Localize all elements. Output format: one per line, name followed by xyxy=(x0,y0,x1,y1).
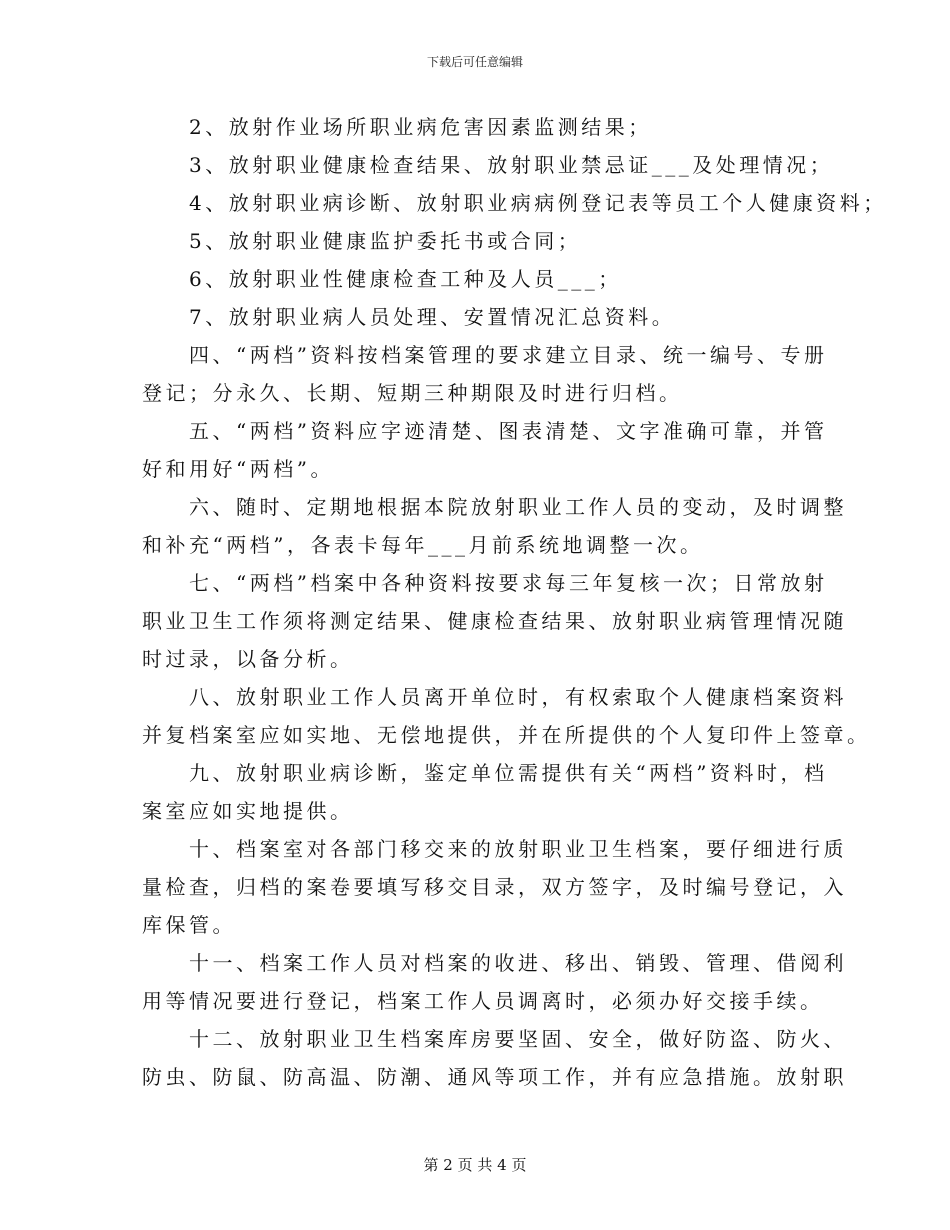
paragraph-line: 九、放射职业病诊断，鉴定单位需提供有关“两档”资料时，档 xyxy=(189,761,828,785)
paragraph-item-4 xyxy=(142,184,887,222)
paragraph-item-7 xyxy=(142,298,812,336)
page-header-note: 下载后可任意编辑 xyxy=(426,55,523,69)
paragraph-section-9 xyxy=(142,754,828,830)
paragraph-line: 六、随时、定期地根据本院放射职业工作人员的变动，及时调整 xyxy=(189,495,847,519)
page-number-footer: 第 2 页 共 4 页 xyxy=(423,1156,527,1174)
paragraph-item-5 xyxy=(142,222,812,260)
paragraph-line: 防虫、防鼠、防高温、防潮、通风等项工作，并有应急措施。放射职 xyxy=(142,1065,847,1089)
paragraph-section-11 xyxy=(142,944,847,1020)
paragraph-line: 四、“两档”资料按档案管理的要求建立目录、统一编号、专册 xyxy=(189,343,828,367)
paragraph-line: 十二、放射职业卫生档案库房要坚固、安全，做好防盗、防火、 xyxy=(189,1027,847,1051)
paragraph-line: 八、放射职业工作人员离开单位时，有权索取个人健康档案资料 xyxy=(189,685,847,709)
paragraph-section-4 xyxy=(142,336,828,412)
paragraph-line: 并复档案室应如实地、无偿地提供，并在所提供的个人复印件上签章。 xyxy=(142,723,871,747)
paragraph-line: 职业卫生工作须将测定结果、健康检查结果、放射职业病管理情况随 xyxy=(142,609,847,633)
paragraph-item-3 xyxy=(142,146,834,184)
paragraph-section-7 xyxy=(142,564,847,678)
paragraph-line: 库保管。 xyxy=(142,913,236,937)
paragraph-item-6 xyxy=(142,260,812,298)
paragraph-line: 2、放射作业场所职业病危害因素监测结果； xyxy=(189,115,652,139)
paragraph-line: 3、放射职业健康检查结果、放射职业禁忌证___及处理情况； xyxy=(189,153,834,177)
paragraph-section-12 xyxy=(142,1020,847,1096)
paragraph-line: 登记；分永久、长期、短期三种期限及时进行归档。 xyxy=(142,381,683,405)
paragraph-line: 7、放射职业病人员处理、安置情况汇总资料。 xyxy=(189,305,676,329)
paragraph-section-10 xyxy=(142,830,847,944)
paragraph-line: 量检查，归档的案卷要填写移交目录，双方签字，及时编号登记，入 xyxy=(142,875,847,899)
paragraph-item-2 xyxy=(142,108,812,146)
paragraph-section-5 xyxy=(142,412,828,488)
paragraph-line: 用等情况要进行登记，档案工作人员调离时，必须办好交接手续。 xyxy=(142,989,824,1013)
paragraph-line: 十一、档案工作人员对档案的收进、移出、销毁、管理、借阅利 xyxy=(189,951,847,975)
paragraph-line: 案室应如实地提供。 xyxy=(142,799,354,823)
paragraph-section-6 xyxy=(142,488,847,564)
paragraph-line: 七、“两档”档案中各种资料按要求每三年复核一次；日常放射 xyxy=(189,571,828,595)
paragraph-line: 5、放射职业健康监护委托书或合同； xyxy=(189,229,582,253)
paragraph-line: 时过录，以备分析。 xyxy=(142,647,354,671)
paragraph-line: 6、放射职业性健康检查工种及人员___； xyxy=(189,267,622,291)
document-body xyxy=(142,108,887,1096)
paragraph-section-8 xyxy=(142,678,871,754)
paragraph-line: 五、“两档”资料应字迹清楚、图表清楚、文字准确可靠，并管 xyxy=(189,419,828,443)
paragraph-line: 十、档案室对各部门移交来的放射职业卫生档案，要仔细进行质 xyxy=(189,837,847,861)
paragraph-line: 好和用好“两档”。 xyxy=(142,457,334,481)
paragraph-line: 和补充“两档”，各表卡每年___月前系统地调整一次。 xyxy=(142,533,704,557)
paragraph-line: 4、放射职业病诊断、放射职业病病例登记表等员工个人健康资料； xyxy=(189,191,887,215)
